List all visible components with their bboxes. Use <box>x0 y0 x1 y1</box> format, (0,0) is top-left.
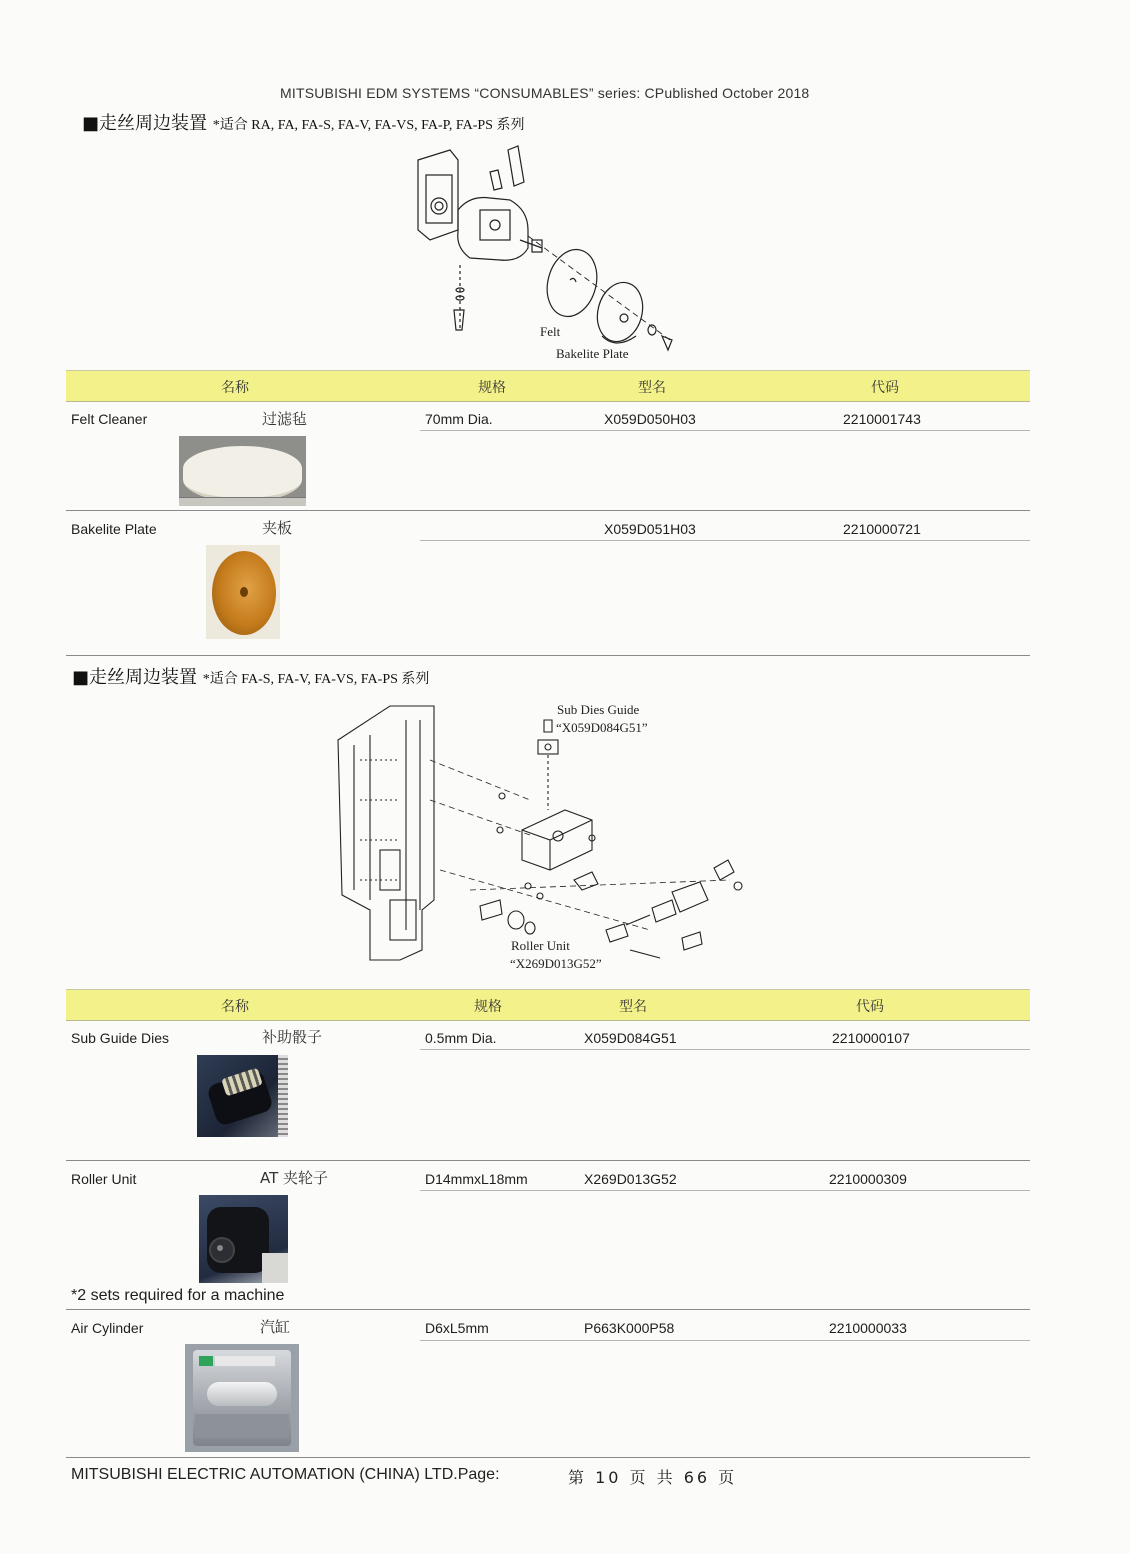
sub-guide-dies-photo <box>197 1055 288 1137</box>
bakelite-plate-photo <box>206 545 280 639</box>
col-header-spec: 规格 <box>478 380 506 396</box>
roller-unit-spec: D14mmxL18mm <box>425 1171 528 1187</box>
col-header-name: 名称 <box>221 380 249 396</box>
felt-cleaner-name-cn: 过滤毡 <box>262 410 308 428</box>
col-header-model: 型名 <box>619 999 647 1015</box>
felt-cleaner-photo <box>179 436 306 506</box>
section1-compat-note: *适合 RA, FA, FA-S, FA-V, FA-VS, FA-P, FA-PS 系列 <box>212 118 525 133</box>
bakelite-plate-model: X059D051H03 <box>604 521 696 537</box>
col-header-code: 代码 <box>856 999 884 1015</box>
air-cylinder-spec: D6xL5mm <box>425 1320 489 1336</box>
bakelite-plate-code: 2210000721 <box>843 521 921 537</box>
felt-disc <box>540 244 604 322</box>
roller-unit-note: *2 sets required for a machine <box>71 1287 285 1304</box>
guide-block <box>522 810 592 870</box>
felt-cleaner-name: Felt Cleaner <box>71 411 148 427</box>
roller-unit-photo <box>199 1195 288 1283</box>
bakelite-plate-name-cn: 夹板 <box>262 519 293 537</box>
air-cylinder-photo <box>185 1344 299 1452</box>
roller-unit-name: Roller Unit <box>71 1171 137 1187</box>
sub-guide-dies-spec: 0.5mm Dia. <box>425 1030 497 1046</box>
footer-page-number: 第 10 页 共 66 页 <box>568 1468 738 1487</box>
section2-compat-note: *适合 FA-S, FA-V, FA-VS, FA-PS 系列 <box>202 672 430 687</box>
air-cylinder-model: P663K000P58 <box>584 1320 675 1336</box>
roller-unit-part <box>508 911 524 929</box>
page-header: MITSUBISHI EDM SYSTEMS “CONSUMABLES” series: CPublished October 2018 <box>280 85 810 101</box>
row-divider <box>66 510 1030 511</box>
sub-guide-dies-model: X059D084G51 <box>584 1030 677 1046</box>
section-divider <box>66 655 1030 656</box>
air-cylinder-part <box>672 882 708 912</box>
col-header-spec: 规格 <box>474 999 502 1015</box>
bakelite-disc <box>591 277 649 346</box>
figure-label-roller: Roller Unit <box>511 938 570 953</box>
figure-label-sub-dies-code: “X059D084G51” <box>556 720 648 735</box>
felt-cleaner-spec: 70mm Dia. <box>425 411 493 427</box>
row-divider <box>420 430 1030 431</box>
sub-guide-dies-name: Sub Guide Dies <box>71 1030 170 1046</box>
footer-company: MITSUBISHI ELECTRIC AUTOMATION (CHINA) LTD.Page: <box>71 1466 500 1483</box>
figure-label-bakelite: Bakelite Plate <box>556 346 629 361</box>
felt-cleaner-model: X059D050H03 <box>604 411 696 427</box>
table1-header <box>66 370 1030 402</box>
row-divider <box>420 1340 1030 1341</box>
row-divider <box>66 1160 1030 1161</box>
sub-guide-dies-name-cn: 补助骰子 <box>262 1028 323 1046</box>
roller-unit-code: 2210000309 <box>829 1171 907 1187</box>
col-header-name: 名称 <box>221 999 249 1015</box>
section2-heading <box>72 663 429 689</box>
air-cylinder-name-cn: 汽缸 <box>260 1318 291 1336</box>
table-bottom-rule <box>66 1457 1030 1458</box>
table2-header <box>66 989 1030 1021</box>
air-cylinder-code: 2210000033 <box>829 1320 907 1336</box>
row-divider <box>420 1049 1030 1050</box>
figure-label-roller-code: “X269D013G52” <box>510 956 602 971</box>
row-divider <box>420 1190 1030 1191</box>
air-cylinder-name: Air Cylinder <box>71 1320 144 1336</box>
col-header-model: 型名 <box>638 380 666 396</box>
section2-title: ■走丝周边装置 <box>72 667 198 688</box>
rod-shape <box>508 146 524 186</box>
figure-label-felt: Felt <box>540 324 561 339</box>
section1-heading <box>82 109 524 135</box>
section1-title: ■走丝周边装置 <box>82 113 208 134</box>
sub-guide-dies-code: 2210000107 <box>832 1030 910 1046</box>
roller-unit-name-cn: AT 夹轮子 <box>260 1169 329 1187</box>
bakelite-plate-name: Bakelite Plate <box>71 521 157 537</box>
figure-label-sub-dies: Sub Dies Guide <box>557 702 640 717</box>
roller-unit-model: X269D013G52 <box>584 1171 677 1187</box>
col-header-code: 代码 <box>871 380 899 396</box>
row-divider <box>420 540 1030 541</box>
row-divider <box>66 1309 1030 1310</box>
felt-cleaner-code: 2210001743 <box>843 411 921 427</box>
sub-dies-guide-part <box>538 740 558 754</box>
